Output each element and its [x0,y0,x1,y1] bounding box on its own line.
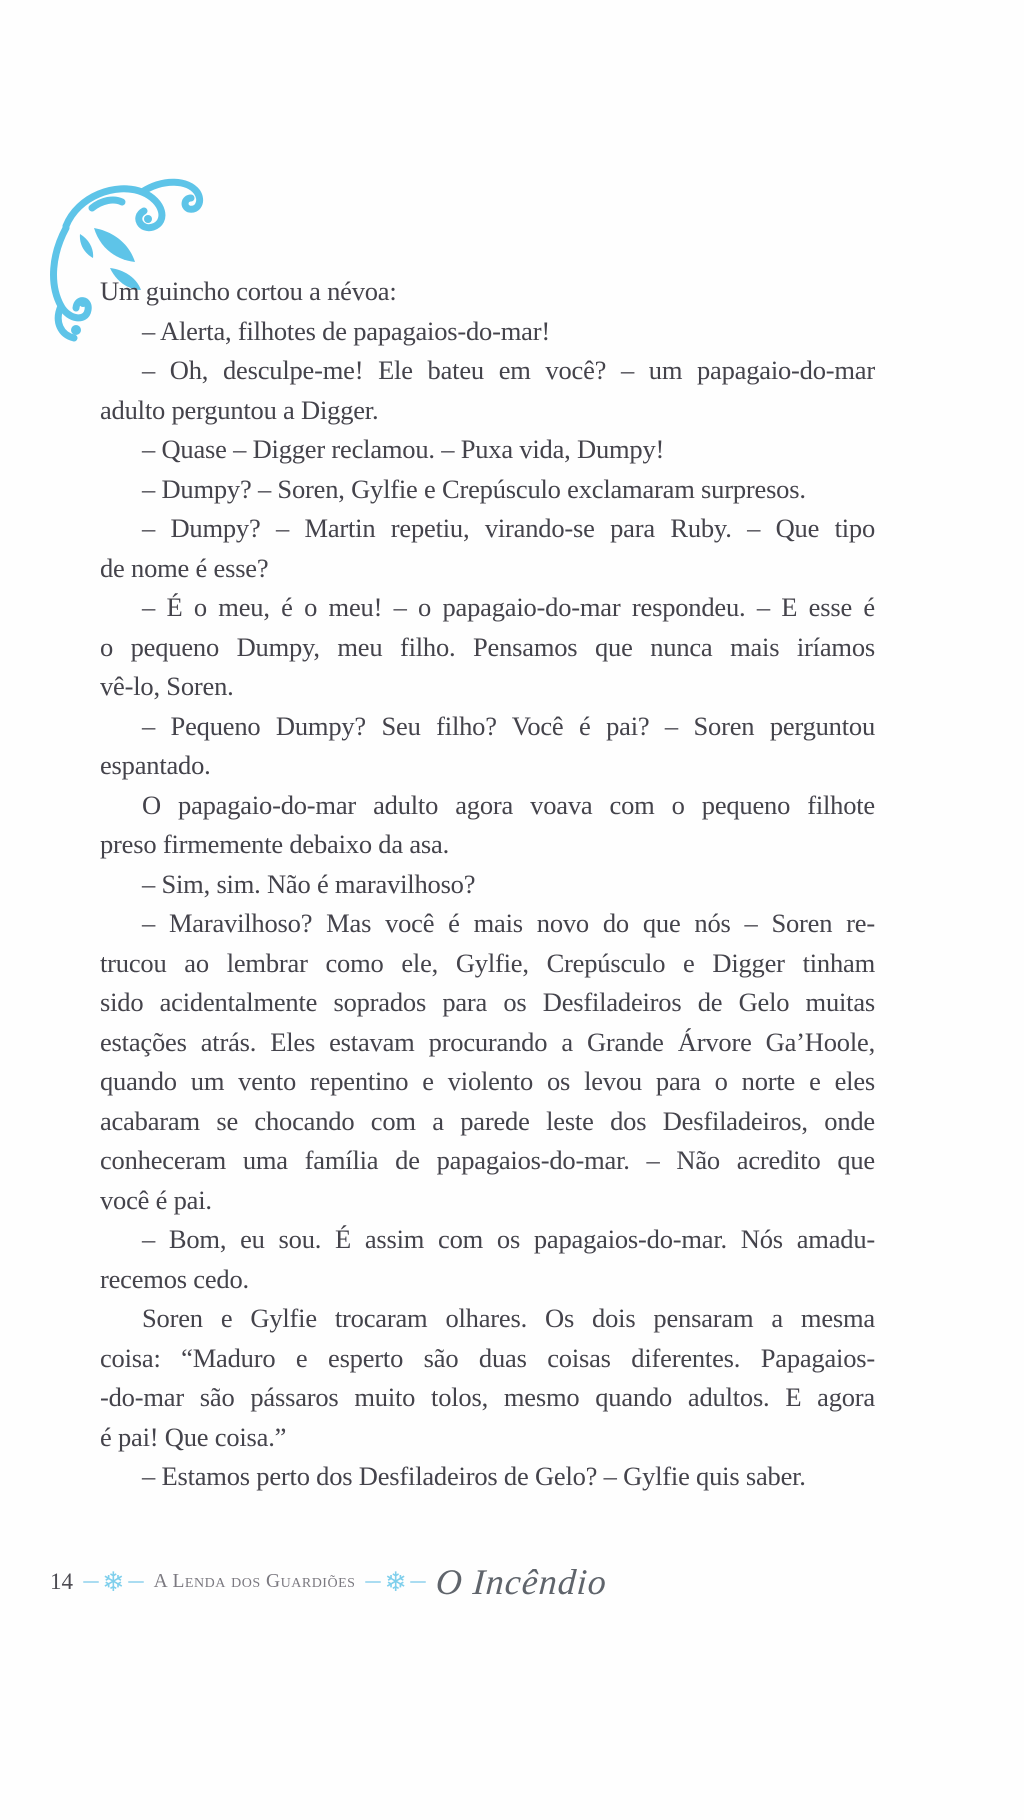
ornament-dash [410,1581,426,1583]
text-line: é pai! Que coisa.” [100,1421,287,1452]
text-line: trucou ao lembrar como ele, Gylfie, Crepúsculo e Digger tinham [100,947,875,978]
text-line: coisa: “Maduro e esperto são duas coisas diferentes. Papagaios- [100,1342,875,1373]
text-line: adulto perguntou a Digger. [100,394,379,425]
text-line: – Oh, desculpe-me! Ele bateu em você? – um papagaio-do-mar [142,355,875,385]
text-line: preso firmemente debaixo da asa. [100,829,449,859]
text-line: – Dumpy? – Martin repetiu, virando-se para Ruby. – Que tipo [142,513,875,543]
text-line: O papagaio-do-mar adulto agora voava com o pequeno filhote [142,789,875,820]
text-line: – Sim, sim. Não é maravilhoso? [142,868,476,899]
text-line: estações atrás. Eles estavam procurando a Grande Árvore Ga’Hoole, [100,1026,875,1057]
text-line: – Pequeno Dumpy? Seu filho? Você é pai? – Soren perguntou [142,710,875,741]
text-line: você é pai. [100,1184,212,1215]
text-line: quando um vento repentino e violento os levou para o norte e eles [100,1066,875,1096]
book-title: O Incêndio [434,1562,609,1602]
text-line: o pequeno Dumpy, meu filho. Pensamos que nunca mais iríamos [100,631,875,662]
ornament-dash [128,1581,144,1583]
text-block [100,272,875,1497]
ornament-dash [365,1581,381,1583]
text-line: – Quase – Digger reclamou. – Puxa vida, Dumpy! [142,434,665,464]
text-line: – Alerta, filhotes de papagaios-do-mar! [142,315,550,346]
page-number: 14 [50,1569,73,1594]
series-title: A Lenda dos Guardiões [153,1571,356,1592]
text-line: – Dumpy? – Soren, Gylfie e Crepúsculo exclamaram surpresos. [142,473,806,504]
text-line: – Maravilhoso? Mas você é mais novo do que nós – Soren re- [142,908,875,938]
text-line: – É o meu, é o meu! – o papagaio-do-mar respondeu. – E esse é [142,592,875,622]
snowflake-glyph: ❄ [102,1566,125,1598]
text-line: -do-mar são pássaros muito tolos, mesmo quando adultos. E agora [100,1382,875,1412]
text-line: vê-lo, Soren. [100,671,234,701]
page-footer [50,1552,607,1612]
text-line: sido acidentalmente soprados para os Desfiladeiros de Gelo muitas [100,987,875,1017]
snowflake-icon [83,1566,144,1598]
text-line: acabaram se chocando com a parede leste dos Desfiladeiros, onde [100,1105,875,1136]
text-line: de nome é esse? [100,552,269,583]
ornament-dash [83,1581,99,1583]
snowflake-glyph: ❄ [384,1566,408,1598]
snowflake-icon [365,1566,426,1598]
text-line: – Estamos perto dos Desfiladeiros de Gelo? – Gylfie quis saber. [142,1461,806,1491]
text-line: conheceram uma família de papagaios-do-mar. – Não acredito que [100,1145,875,1175]
text-line: recemos cedo. [100,1263,249,1294]
text-line: espantado. [100,750,211,780]
text-line: Soren e Gylfie trocaram olhares. Os dois pensaram a mesma [142,1303,875,1333]
text-line: – Bom, eu sou. É assim com os papagaios-do-mar. Nós amadu- [142,1224,875,1254]
text-line: Um guincho cortou a névoa: [100,276,397,306]
